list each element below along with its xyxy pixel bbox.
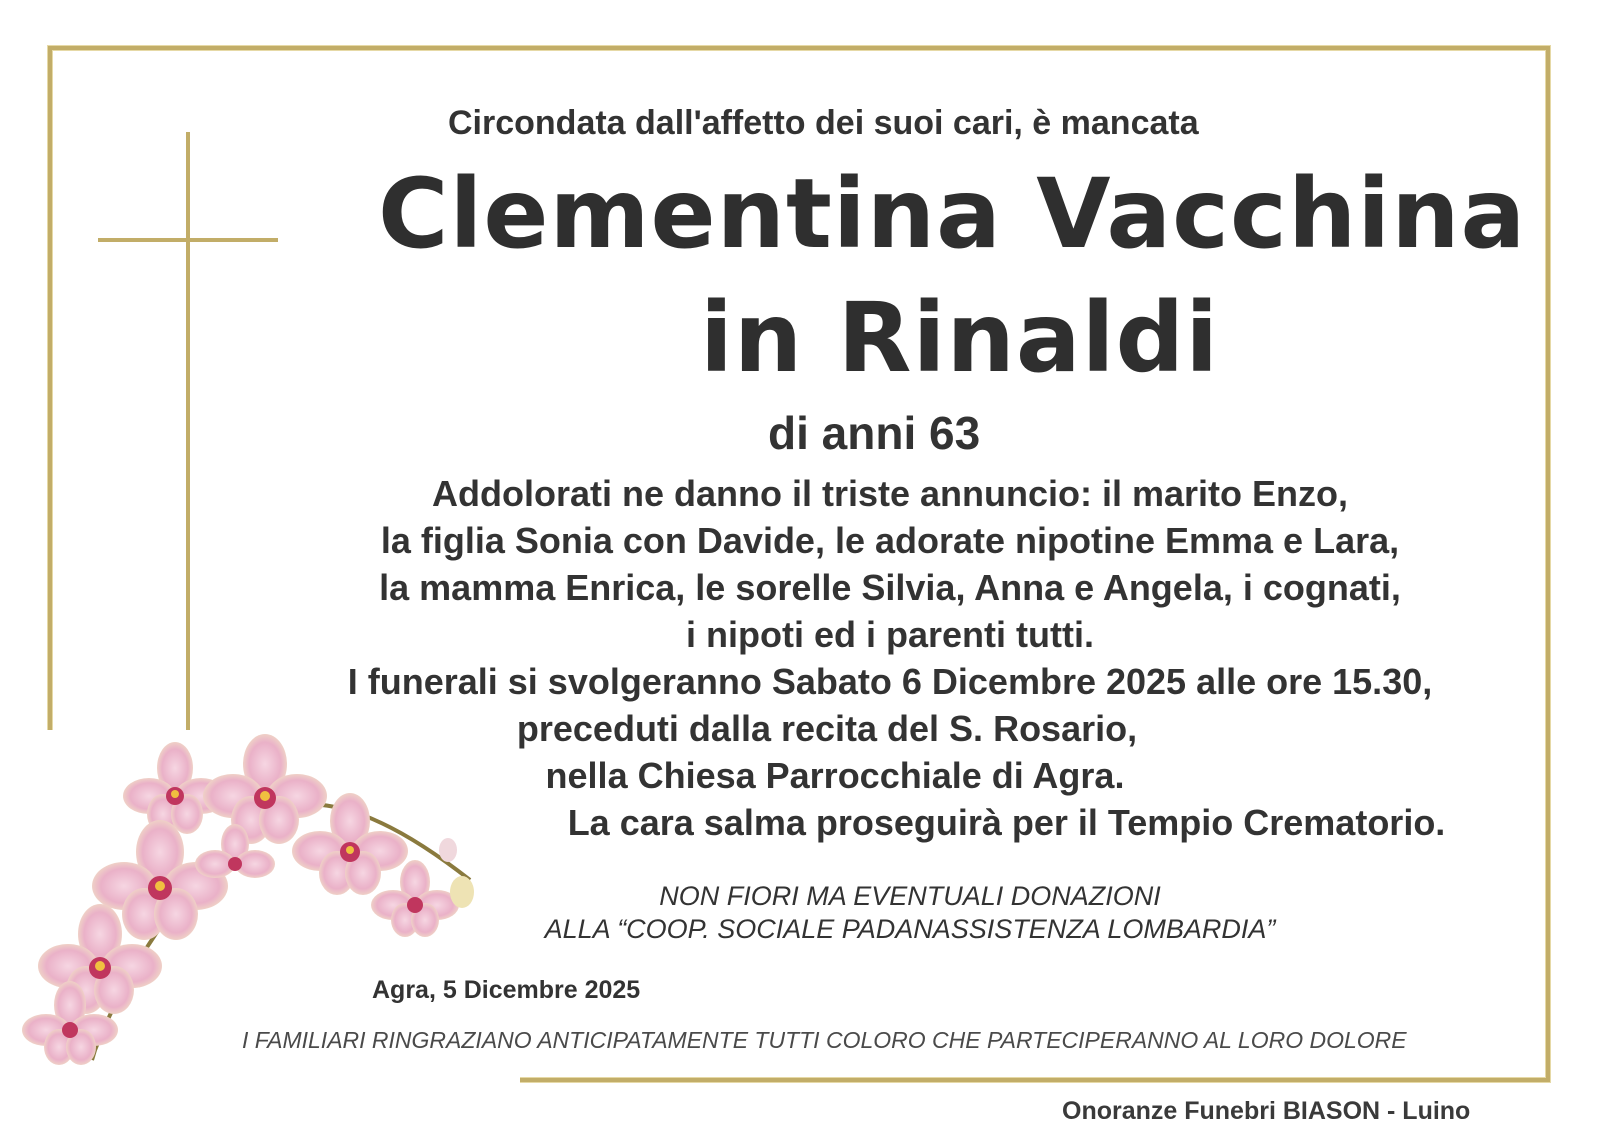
announcement-body bbox=[220, 470, 1560, 846]
cross-arm bbox=[98, 238, 278, 242]
announcement-line: i nipoti ed i parenti tutti. bbox=[686, 614, 1094, 655]
announcement-line: la mamma Enrica, le sorelle Silvia, Anna e Angela, i cognati, bbox=[379, 567, 1401, 608]
funeral-line: nella Chiesa Parrocchiale di Agra. bbox=[545, 755, 1125, 796]
donations-note bbox=[510, 880, 1310, 946]
funeral-line: I funerali si svolgeranno Sabato 6 Dicembre 2025 alle ore 15.30, bbox=[347, 661, 1433, 702]
deceased-married-name: in Rinaldi bbox=[700, 282, 1220, 394]
deceased-name: Clementina Vacchina bbox=[378, 158, 1527, 270]
cross-icon bbox=[186, 132, 190, 752]
thanks-note: I FAMILIARI RINGRAZIANO ANTICIPATAMENTE TUTTI COLORO CHE PARTECIPERANNO AL LORO DOLORE bbox=[242, 1027, 1407, 1053]
funeral-agency: Onoranze Funebri BIASON - Luino bbox=[1062, 1097, 1471, 1125]
funeral-line: preceduti dalla recita del S. Rosario, bbox=[516, 708, 1138, 749]
notice-intro: Circondata dall'affetto dei suoi cari, è mancata bbox=[448, 104, 1199, 142]
place-date: Agra, 5 Dicembre 2025 bbox=[372, 976, 641, 1004]
announcement-line: Addolorati ne danno il triste annuncio: il marito Enzo, bbox=[431, 473, 1349, 514]
donations-line: ALLA “COOP. SOCIALE PADANASSISTENZA LOMBARDIA” bbox=[544, 914, 1276, 944]
donations-line: NON FIORI MA EVENTUALI DONAZIONI bbox=[659, 881, 1161, 911]
deceased-age: di anni 63 bbox=[768, 407, 981, 459]
announcement-line: la figlia Sonia con Davide, le adorate nipotine Emma e Lara, bbox=[380, 520, 1400, 561]
funeral-line: La cara salma proseguirà per il Tempio Crematorio. bbox=[567, 802, 1446, 843]
